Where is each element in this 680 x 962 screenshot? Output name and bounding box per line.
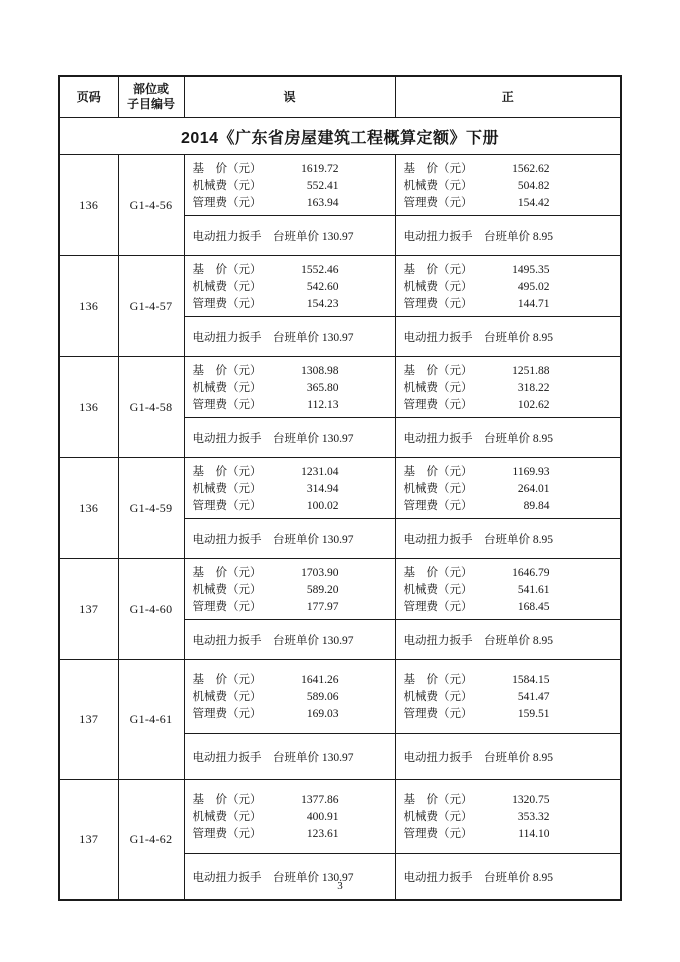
row-page-number: 136 [59,458,118,559]
fee-label-base: 基 价（元） [192,163,262,175]
right-cell [395,660,621,780]
fee-value-base: 1584.15 [512,674,550,686]
wrong-fees-block [185,155,395,216]
right-cell [395,155,621,256]
header-right-column [395,76,621,118]
fee-line-management [404,706,550,723]
fee-line-machinery [404,809,550,826]
fee-line-management [193,599,339,616]
fee-value-machinery: 541.61 [517,584,550,596]
row-page-number: 137 [59,780,118,901]
header-item-code [118,76,184,118]
fee-label-base: 基 价（元） [192,567,262,579]
fee-value-management: 154.42 [517,197,550,209]
fee-label-base: 基 价（元） [192,365,262,377]
fee-value-base: 1552.46 [301,264,339,276]
section-title: 2014《广东省房屋建筑工程概算定额》下册 [59,118,621,155]
right-note: 电动扭力扳手 台班单价 8.95 [403,871,553,884]
right-fees-block [396,357,621,418]
wrong-cell [184,357,395,458]
fee-line-machinery [404,279,550,296]
fee-value-base: 1320.75 [512,794,550,806]
fee-value-machinery: 318.22 [517,382,550,394]
fee-label-base: 基 价（元） [403,674,473,686]
fee-label-management: 管理费（元） [192,399,262,411]
header-item-label-line1: 部位或 [132,82,169,96]
fee-line-machinery [193,178,339,195]
row-item-code: G1-4-59 [118,458,184,559]
fee-line-base [193,672,339,689]
wrong-note: 电动扭力扳手 台班单价 130.97 [192,533,354,546]
right-note: 电动扭力扳手 台班单价 8.95 [403,533,553,546]
fee-value-machinery: 353.32 [517,811,550,823]
fee-line-base [404,792,550,809]
fee-line-machinery [193,689,339,706]
fee-label-base: 基 价（元） [192,674,262,686]
fee-line-base [404,262,550,279]
fee-value-management: 112.13 [307,399,339,411]
fee-label-management: 管理费（元） [403,399,473,411]
wrong-note: 电动扭力扳手 台班单价 130.97 [192,230,354,243]
fee-line-base [193,262,339,279]
fee-label-machinery: 机械费（元） [403,483,473,495]
header-row [59,76,621,118]
fee-value-management: 159.51 [517,708,550,720]
fee-label-machinery: 机械费（元） [192,281,262,293]
fee-line-management [404,599,550,616]
right-note: 电动扭力扳手 台班单价 8.95 [403,751,553,764]
section-title-row [59,118,621,155]
fee-line-management [193,706,339,723]
row-item-code: G1-4-57 [118,256,184,357]
fee-line-machinery [193,809,339,826]
fee-line-machinery [404,481,550,498]
fee-value-management: 114.10 [518,828,550,840]
fee-label-management: 管理费（元） [192,298,262,310]
table-row [59,256,621,357]
right-cell [395,357,621,458]
fee-label-management: 管理费（元） [403,298,473,310]
fee-value-management: 177.97 [306,601,339,613]
fee-line-management [193,195,339,212]
fee-value-management: 102.62 [517,399,550,411]
fee-label-management: 管理费（元） [192,500,262,512]
fee-value-base: 1495.35 [512,264,550,276]
table-row [59,357,621,458]
fee-value-management: 100.02 [306,500,339,512]
fee-line-base [193,464,339,481]
fee-label-management: 管理费（元） [403,500,473,512]
fee-line-management [404,195,550,212]
fee-value-management: 169.03 [306,708,339,720]
fee-label-machinery: 机械费（元） [192,811,262,823]
fee-line-base [404,363,550,380]
fee-line-base [193,565,339,582]
fee-value-machinery: 542.60 [306,281,339,293]
table-row [59,155,621,256]
wrong-fees-block [185,660,395,734]
right-cell [395,458,621,559]
row-item-code: G1-4-56 [118,155,184,256]
header-right-label: 正 [501,89,514,104]
fee-line-machinery [404,178,550,195]
fee-value-base: 1377.86 [301,794,339,806]
right-cell [395,256,621,357]
fee-line-base [193,792,339,809]
fee-label-machinery: 机械费（元） [192,483,262,495]
fee-value-machinery: 589.20 [306,584,339,596]
row-page-number: 136 [59,256,118,357]
right-fees-block [396,660,621,734]
wrong-fees-block [185,780,395,854]
wrong-cell [184,458,395,559]
fee-value-base: 1169.93 [512,466,550,478]
fee-value-base: 1703.90 [301,567,339,579]
wrong-fees-block [185,357,395,418]
fee-value-management: 163.94 [306,197,339,209]
fee-line-machinery [404,689,550,706]
wrong-note: 电动扭力扳手 台班单价 130.97 [192,751,354,764]
wrong-fees-block [185,458,395,519]
fee-line-base [193,161,339,178]
fee-value-machinery: 552.41 [306,180,339,192]
fee-label-management: 管理费（元） [403,708,473,720]
right-note: 电动扭力扳手 台班单价 8.95 [403,331,553,344]
fee-label-management: 管理费（元） [403,828,473,840]
fee-value-machinery: 365.80 [306,382,339,394]
wrong-cell [184,559,395,660]
fee-label-base: 基 价（元） [192,794,262,806]
header-page-number [59,76,118,118]
fee-label-machinery: 机械费（元） [403,811,473,823]
fee-line-machinery [404,380,550,397]
right-fees-block [396,458,621,519]
wrong-cell [184,256,395,357]
row-page-number: 136 [59,155,118,256]
table-row [59,660,621,780]
wrong-note: 电动扭力扳手 台班单价 130.97 [192,634,354,647]
header-page-label: 页码 [76,89,101,104]
row-page-number: 137 [59,559,118,660]
right-fees-block [396,559,621,620]
header-wrong-label: 误 [283,89,296,104]
fee-line-machinery [193,582,339,599]
fee-value-base: 1619.72 [301,163,339,175]
row-item-code: G1-4-60 [118,559,184,660]
wrong-note: 电动扭力扳手 台班单价 130.97 [192,871,354,884]
fee-value-machinery: 541.47 [517,691,550,703]
fee-value-base: 1562.62 [512,163,550,175]
row-item-code: G1-4-61 [118,660,184,780]
right-note: 电动扭力扳手 台班单价 8.95 [403,432,553,445]
fee-value-machinery: 264.01 [517,483,550,495]
fee-label-base: 基 价（元） [403,264,473,276]
errata-table [58,75,622,901]
fee-value-management: 168.45 [517,601,550,613]
wrong-cell [184,155,395,256]
fee-value-machinery: 400.91 [306,811,339,823]
fee-label-base: 基 价（元） [403,163,473,175]
fee-label-base: 基 价（元） [192,264,262,276]
fee-value-base: 1308.98 [301,365,339,377]
fee-label-machinery: 机械费（元） [192,691,262,703]
fee-value-machinery: 314.94 [306,483,339,495]
right-fees-block [396,256,621,317]
fee-line-management [404,296,550,313]
fee-label-management: 管理费（元） [192,828,262,840]
fee-line-base [404,464,550,481]
fee-line-machinery [193,380,339,397]
table-row [59,559,621,660]
fee-line-base [404,565,550,582]
fee-value-management: 123.61 [306,828,339,840]
row-item-code: G1-4-58 [118,357,184,458]
fee-line-management [404,826,550,843]
wrong-fees-block [185,256,395,317]
fee-label-machinery: 机械费（元） [403,691,473,703]
fee-label-machinery: 机械费（元） [192,180,262,192]
fee-line-management [193,397,339,414]
fee-line-management [404,397,550,414]
fee-line-base [404,672,550,689]
fee-value-base: 1251.88 [512,365,550,377]
fee-value-management: 154.23 [306,298,339,310]
fee-label-machinery: 机械费（元） [403,281,473,293]
fee-value-base: 1646.79 [512,567,550,579]
right-note: 电动扭力扳手 台班单价 8.95 [403,634,553,647]
fee-line-base [404,161,550,178]
fee-label-base: 基 价（元） [403,466,473,478]
wrong-note: 电动扭力扳手 台班单价 130.97 [192,331,354,344]
fee-value-machinery: 504.82 [517,180,550,192]
wrong-fees-block [185,559,395,620]
fee-line-management [193,826,339,843]
fee-label-management: 管理费（元） [192,197,262,209]
row-item-code: G1-4-62 [118,780,184,901]
fee-label-machinery: 机械费（元） [192,382,262,394]
fee-label-machinery: 机械费（元） [192,584,262,596]
fee-label-base: 基 价（元） [192,466,262,478]
header-wrong-column [184,76,395,118]
table-row [59,458,621,559]
fee-value-management: 89.84 [523,500,550,512]
right-fees-block [396,780,621,854]
right-fees-block [396,155,621,216]
right-cell [395,559,621,660]
header-item-label-line2: 子目编号 [126,97,175,111]
table-header [59,76,621,118]
fee-label-machinery: 机械费（元） [403,382,473,394]
fee-label-machinery: 机械费（元） [403,584,473,596]
page-footer-number: 3 [337,880,343,892]
fee-line-management [193,296,339,313]
wrong-note: 电动扭力扳手 台班单价 130.97 [192,432,354,445]
fee-value-base: 1231.04 [301,466,339,478]
fee-line-machinery [193,481,339,498]
wrong-cell [184,660,395,780]
fee-line-management [404,498,550,515]
fee-value-base: 1641.26 [301,674,339,686]
fee-line-management [193,498,339,515]
fee-value-management: 144.71 [517,298,550,310]
fee-line-machinery [193,279,339,296]
table-body [59,118,621,901]
fee-label-base: 基 价（元） [403,794,473,806]
fee-label-management: 管理费（元） [192,708,262,720]
fee-value-machinery: 495.02 [517,281,550,293]
row-page-number: 136 [59,357,118,458]
fee-label-management: 管理费（元） [403,601,473,613]
fee-label-management: 管理费（元） [192,601,262,613]
fee-label-base: 基 价（元） [403,567,473,579]
fee-value-machinery: 589.06 [306,691,339,703]
row-page-number: 137 [59,660,118,780]
fee-line-machinery [404,582,550,599]
fee-label-base: 基 价（元） [403,365,473,377]
right-note: 电动扭力扳手 台班单价 8.95 [403,230,553,243]
fee-line-base [193,363,339,380]
fee-label-machinery: 机械费（元） [403,180,473,192]
fee-label-management: 管理费（元） [403,197,473,209]
